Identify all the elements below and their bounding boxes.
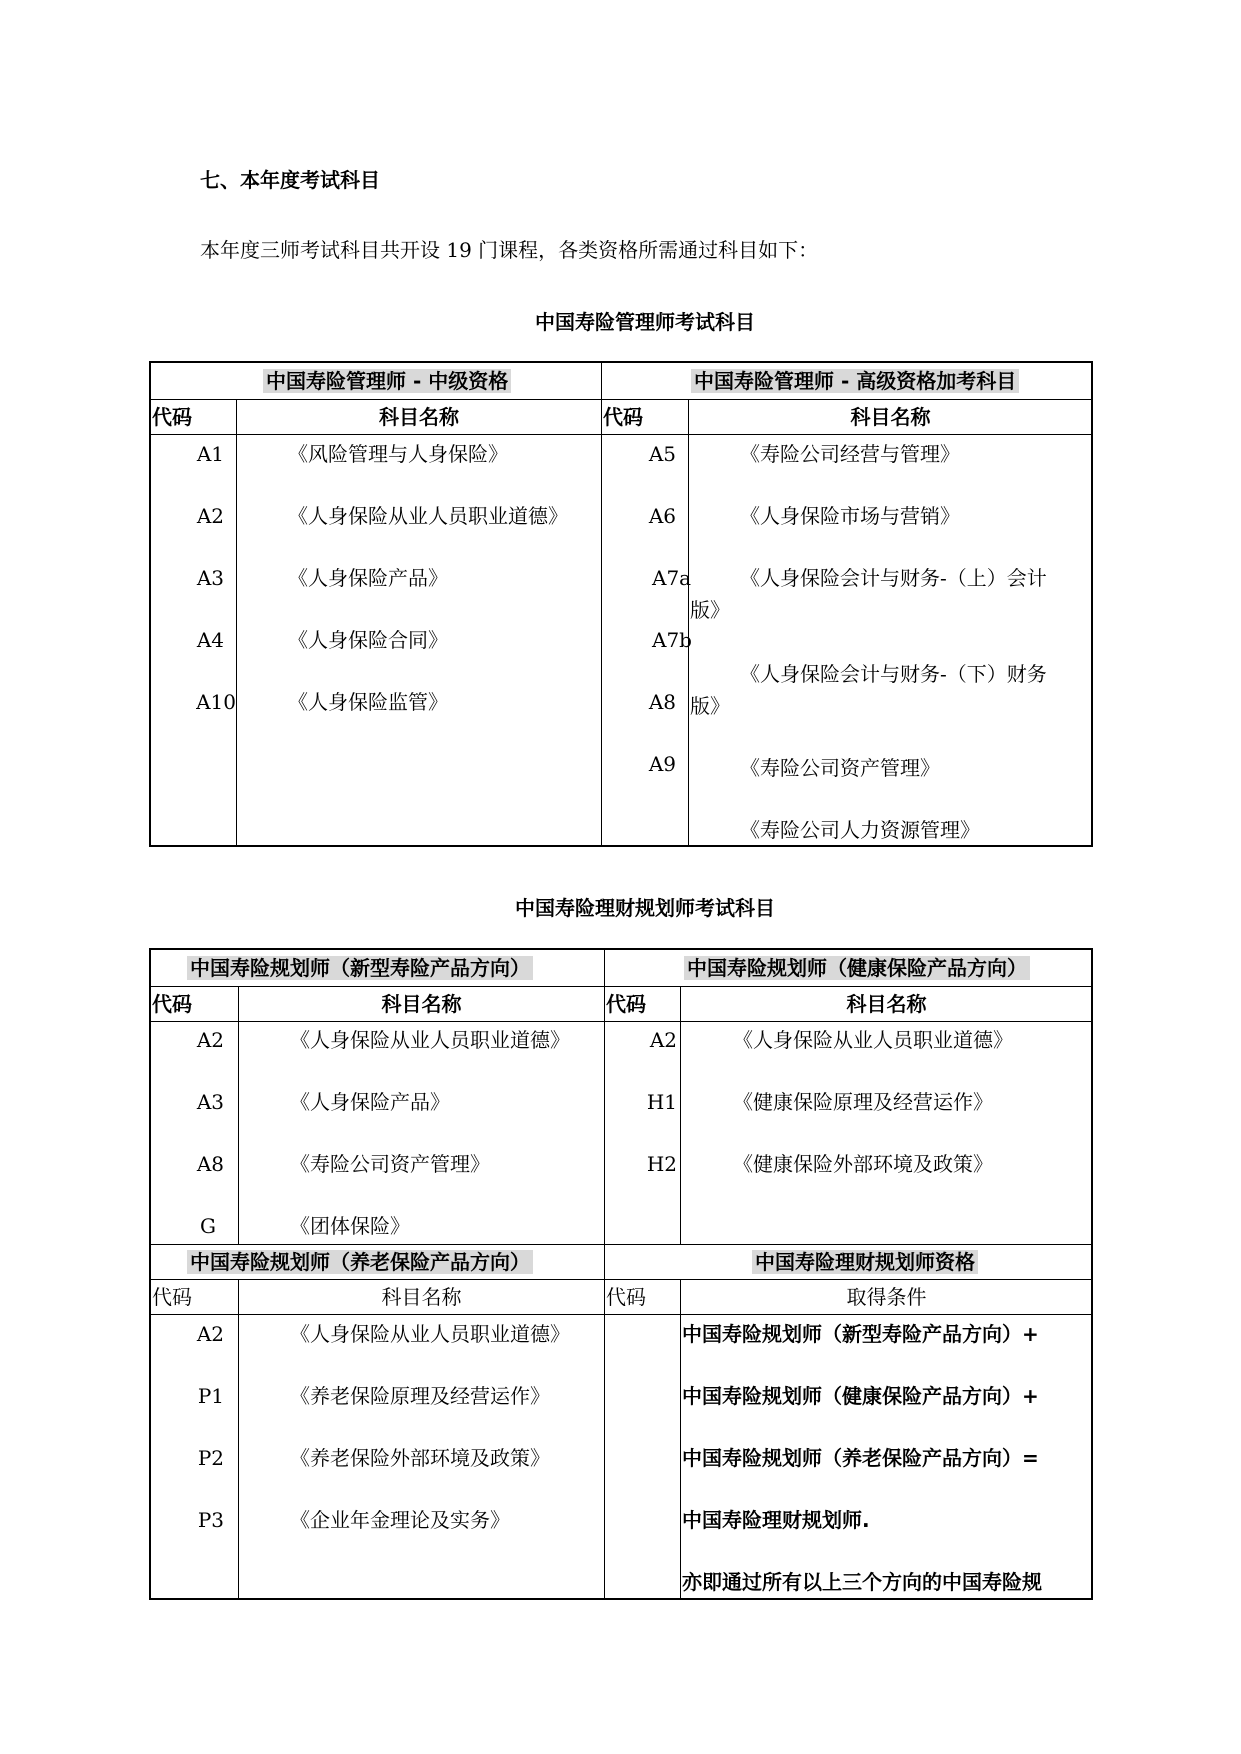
table1-left-name: 《人身保险监管》 — [288, 690, 448, 714]
table1-left-name: 《人身保险合同》 — [288, 628, 448, 652]
table1-right-code: A8 — [648, 690, 676, 714]
table2-br-condition: 亦即通过所有以上三个方向的中国寿险规 — [682, 1570, 1042, 1594]
table1-left-code-header: 代码 — [152, 405, 192, 429]
table1-left-code: A4 — [196, 628, 224, 652]
table1-left-code: A3 — [196, 566, 224, 590]
table1-right-code: A5 — [648, 442, 676, 466]
table1-right-code: A6 — [648, 504, 676, 528]
table2-tl-name: 《人身保险产品》 — [290, 1090, 450, 1114]
table1-left-name: 《人身保险产品》 — [288, 566, 448, 590]
table2-tl-code: A3 — [196, 1090, 224, 1114]
table2-br-condition: 中国寿险理财规划师. — [682, 1508, 870, 1532]
table2-tl-name: 《人身保险从业人员职业道德》 — [290, 1028, 570, 1052]
table2-br-condition-header: 取得条件 — [846, 1285, 927, 1309]
table2-tl-name-header: 科目名称 — [381, 992, 462, 1016]
table2-tl-code-header: 代码 — [152, 992, 192, 1016]
table1-right-name: 《人身保险会计与财务-（上）会计 — [740, 566, 1047, 590]
table2-tr-code: H2 — [646, 1152, 677, 1176]
table2-br-condition: 中国寿险规划师（养老保险产品方向）= — [682, 1446, 1039, 1470]
table1-left-name: 《人身保险从业人员职业道德》 — [288, 504, 568, 528]
table2-bl-name-header: 科目名称 — [381, 1285, 462, 1309]
table1-left-header: 中国寿险管理师 - 中级资格 — [263, 369, 511, 393]
table2-tl-code: G — [200, 1214, 216, 1238]
table2-bl-name: 《企业年金理论及实务》 — [290, 1508, 510, 1532]
table2-tr-name: 《健康保险原理及经营运作》 — [733, 1090, 993, 1114]
table1-caption: 中国寿险管理师考试科目 — [535, 310, 755, 334]
table1-right-name-cont: 版》 — [690, 598, 730, 622]
table2-br-condition: 中国寿险规划师（健康保险产品方向）+ — [682, 1384, 1039, 1408]
table2-bl-code-header: 代码 — [152, 1285, 192, 1309]
table1-right-name-cont: 版》 — [690, 694, 730, 718]
table1-left-code: A2 — [196, 504, 224, 528]
table2-tr-header: 中国寿险规划师（健康保险产品方向） — [684, 956, 1030, 980]
table2-bl-code: P2 — [197, 1446, 224, 1470]
table2-tl-name: 《团体保险》 — [290, 1214, 410, 1238]
table1-right-name: 《人身保险会计与财务-（下）财务 — [740, 662, 1047, 686]
table1-right-code-header: 代码 — [603, 405, 643, 429]
table2-tr-name-header: 科目名称 — [846, 992, 927, 1016]
table2-bl-name: 《人身保险从业人员职业道德》 — [290, 1322, 570, 1346]
table2-tr-name: 《人身保险从业人员职业道德》 — [733, 1028, 1013, 1052]
table2-tl-header: 中国寿险规划师（新型寿险产品方向） — [187, 956, 533, 980]
table1-right-name-header: 科目名称 — [850, 405, 931, 429]
table1-left-name: 《风险管理与人身保险》 — [288, 442, 508, 466]
table1-right-name: 《寿险公司经营与管理》 — [740, 442, 960, 466]
table2-caption: 中国寿险理财规划师考试科目 — [515, 896, 775, 920]
table2-tl-code: A8 — [196, 1152, 224, 1176]
table2-tl-code: A2 — [196, 1028, 224, 1052]
table1-right-name: 《寿险公司资产管理》 — [740, 756, 940, 780]
table2-tr-code: A2 — [649, 1028, 677, 1052]
table2-br-header: 中国寿险理财规划师资格 — [752, 1250, 978, 1274]
intro-paragraph: 本年度三师考试科目共开设 19 门课程，各类资格所需通过科目如下： — [200, 238, 819, 262]
table2-tr-code: H1 — [646, 1090, 677, 1114]
table1-left-name-header: 科目名称 — [379, 405, 459, 429]
table1-left-code: A10 — [196, 690, 236, 714]
table1-right-code: A9 — [648, 752, 676, 776]
table2-br-code-header: 代码 — [606, 1285, 646, 1309]
table1-right-name: 《人身保险市场与营销》 — [740, 504, 960, 528]
table2-bl-code: A2 — [196, 1322, 224, 1346]
table2-bl-code: P1 — [197, 1384, 224, 1408]
table2-bl-header: 中国寿险规划师（养老保险产品方向） — [187, 1250, 533, 1274]
table2-tr-name: 《健康保险外部环境及政策》 — [733, 1152, 993, 1176]
table1-left-code: A1 — [196, 442, 224, 466]
table1-right-code: A7b — [652, 628, 692, 652]
table2-tr-code-header: 代码 — [606, 992, 646, 1016]
table1-right-code: A7a — [652, 566, 692, 590]
table2-bl-code: P3 — [197, 1508, 224, 1532]
section-title: 七、本年度考试科目 — [200, 168, 380, 192]
table2-tl-name: 《寿险公司资产管理》 — [290, 1152, 490, 1176]
table2-bl-name: 《养老保险外部环境及政策》 — [290, 1446, 550, 1470]
table1-right-name: 《寿险公司人力资源管理》 — [740, 818, 980, 842]
table2-br-condition: 中国寿险规划师（新型寿险产品方向）+ — [682, 1322, 1039, 1346]
table1-right-header: 中国寿险管理师 - 高级资格加考科目 — [691, 369, 1019, 393]
table2-bl-name: 《养老保险原理及经营运作》 — [290, 1384, 550, 1408]
